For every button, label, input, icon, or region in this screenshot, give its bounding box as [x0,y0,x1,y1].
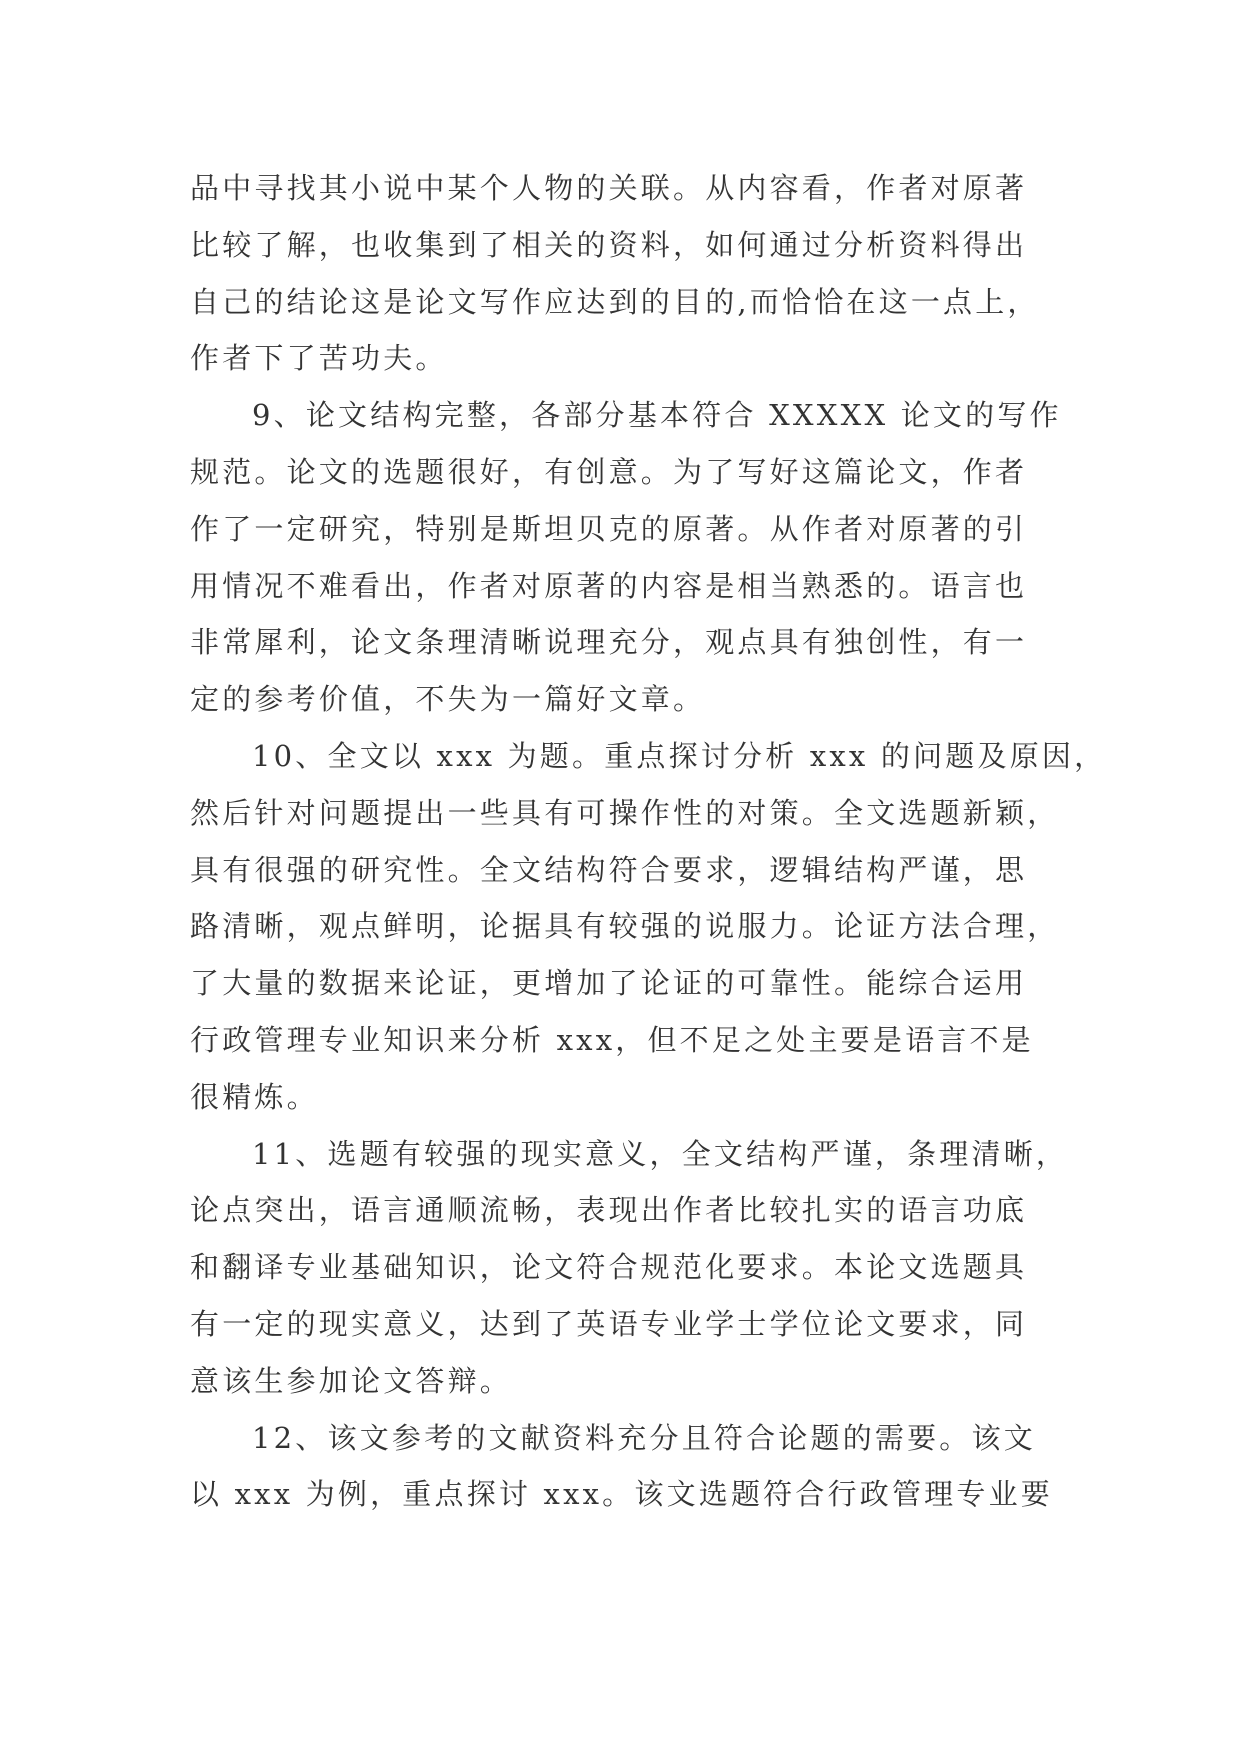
text-line: 品中寻找其小说中某个人物的关联。从内容看，作者对原著 [190,171,1028,205]
text-line: 路清晰，观点鲜明，论据具有较强的说服力。论证方法合理， [190,909,1060,944]
text-line: 10、全文以 xxx 为题。重点探讨分析 xxx 的问题及原因， [252,738,1107,773]
paragraph-continuation [190,160,1080,387]
text-line: 有一定的现实意义，达到了英语专业学士学位论文要求，同 [190,1306,1028,1341]
paragraph-item-9 [190,387,1080,728]
text-line: 定的参考价值，不失为一篇好文章。 [190,682,706,717]
text-line: 以 xxx 为例，重点探讨 xxx。该文选题符合行政管理专业要 [190,1477,1053,1512]
text-line: 规范。论文的选题很好，有创意。为了写好这篇论文，作者 [190,454,1028,489]
text-line: 论点突出，语言通顺流畅，表现出作者比较扎实的语言功底 [190,1193,1028,1228]
text-line: 非常犀利，论文条理清晰说理充分，观点具有独创性，有一 [190,625,1028,660]
document-body [190,160,1107,1523]
paragraph-item-11 [190,1126,1080,1410]
paragraph-item-10 [190,728,1107,1126]
text-line: 了大量的数据来论证，更增加了论证的可靠性。能综合运用 [190,966,1028,1001]
text-line: 自己的结论这是论文写作应达到的目的,而恰恰在这一点上， [190,284,1040,319]
text-line: 很精炼。 [190,1079,319,1114]
text-line: 具有很强的研究性。全文结构符合要求，逻辑结构严谨，思 [190,852,1028,887]
text-line: 然后针对问题提出一些具有可操作性的对策。全文选题新颖， [190,795,1060,830]
text-line: 作者下了苦功夫。 [190,341,448,376]
text-line: 作了一定研究，特别是斯坦贝克的原著。从作者对原著的引 [190,511,1028,546]
text-line: 比较了解，也收集到了相关的资料，如何通过分析资料得出 [190,227,1028,262]
text-line: 意该生参加论文答辩。 [190,1363,513,1398]
text-line: 11、选题有较强的现实意义，全文结构严谨，条理清晰， [252,1136,1069,1171]
text-line: 用情况不难看出，作者对原著的内容是相当熟悉的。语言也 [190,568,1028,603]
text-line: 和翻译专业基础知识，论文符合规范化要求。本论文选题具 [190,1250,1028,1285]
text-line: 12、该文参考的文献资料充分且符合论题的需要。该文 [252,1420,1036,1455]
paragraph-item-12 [190,1410,1080,1524]
text-line: 9、论文结构完整，各部分基本符合 XXXXX 论文的写作 [252,398,1062,433]
text-line: 行政管理专业知识来分析 xxx，但不足之处主要是语言不是 [190,1022,1034,1057]
